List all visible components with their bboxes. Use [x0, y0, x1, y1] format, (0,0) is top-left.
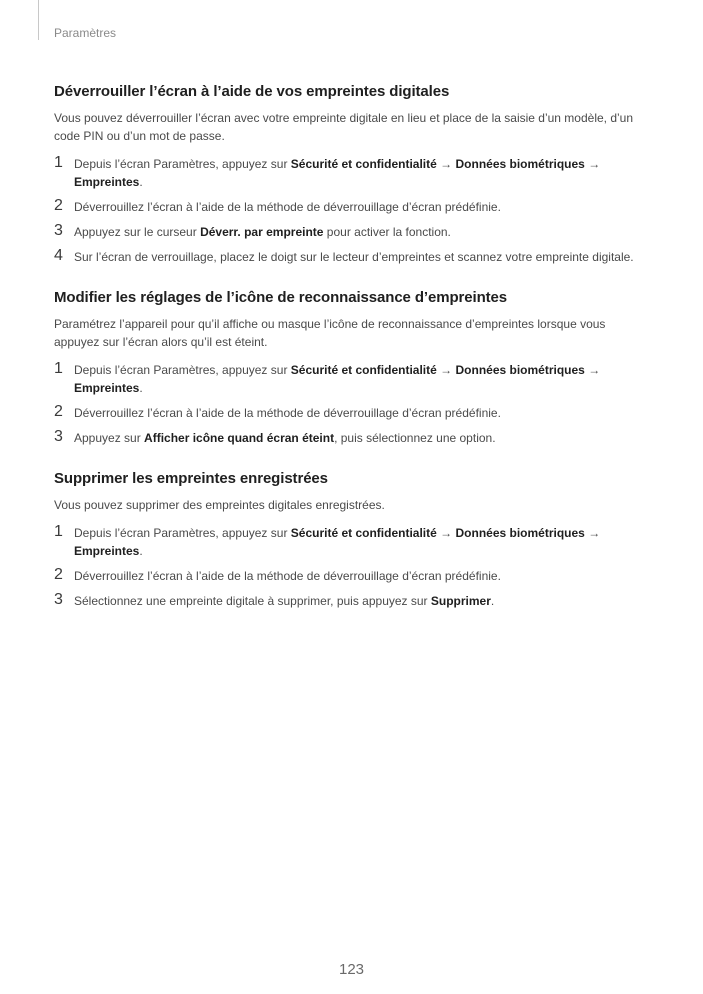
section-title: Supprimer les empreintes enregistrées: [54, 470, 328, 487]
step-number: 2: [54, 403, 63, 420]
step-number: 3: [54, 428, 63, 445]
section: [54, 82, 634, 266]
step-item: [54, 198, 634, 216]
menu-path-label: Données biométriques: [455, 157, 585, 171]
running-header: Paramètres: [54, 26, 117, 40]
menu-path-label: Sécurité et confidentialité: [290, 526, 437, 540]
step-item: [54, 592, 634, 610]
step-text: .: [139, 175, 143, 189]
menu-path-label: Empreintes: [74, 175, 140, 189]
step-number: 1: [54, 154, 63, 171]
step-list: [54, 155, 634, 266]
step-text: →: [436, 363, 456, 377]
section-intro: Vous pouvez déverrouiller l’écran avec votre empreinte digitale en lieu et place de la saisie d’un modèle, d’un code PIN ou d’un mot de passe.: [54, 111, 634, 143]
step-item: [54, 429, 634, 447]
menu-path-label: Afficher icône quand écran éteint: [144, 431, 335, 445]
step-number: 1: [54, 523, 63, 540]
step-text: , puis sélectionnez une option.: [334, 431, 496, 445]
menu-path-label: Données biométriques: [455, 363, 585, 377]
step-item: [54, 567, 634, 585]
section-intro: Vous pouvez supprimer des empreintes digitales enregistrées.: [54, 498, 385, 512]
header-divider: [38, 0, 39, 40]
step-item: [54, 248, 634, 266]
step-text: →: [436, 157, 456, 171]
step-text: .: [490, 594, 495, 608]
step-text: Déverrouillez l’écran à l’aide de la méthode de déverrouillage d’écran prédéfinie.: [74, 569, 501, 583]
step-number: 3: [54, 591, 63, 608]
step-text: .: [139, 381, 143, 395]
step-item: [54, 404, 634, 422]
step-text: Déverrouillez l’écran à l’aide de la méthode de déverrouillage d’écran prédéfinie.: [74, 200, 501, 214]
step-text: Déverrouillez l’écran à l’aide de la méthode de déverrouillage d’écran prédéfinie.: [74, 406, 501, 420]
step-text: Sélectionnez une empreinte digitale à supprimer, puis appuyez sur: [74, 594, 431, 608]
menu-path-label: Données biométriques: [455, 526, 585, 540]
menu-path-label: Empreintes: [74, 544, 140, 558]
step-number: 2: [54, 197, 63, 214]
menu-path-label: Déverr. par empreinte: [200, 225, 324, 239]
step-list: [54, 361, 634, 447]
step-text: pour activer la fonction.: [323, 225, 451, 239]
section-intro: Paramétrez l’appareil pour qu’il affiche ou masque l’icône de reconnaissance d’empreintes lorsque vous appuyez sur l’écran alors qu’il est éteint.: [54, 317, 606, 349]
section: [54, 288, 634, 447]
step-text: Sur l’écran de verrouillage, placez le doigt sur le lecteur d’empreintes et scannez votre empreinte digitale.: [74, 250, 634, 264]
step-text: Depuis l’écran Paramètres, appuyez sur: [74, 157, 291, 171]
step-text: →: [584, 157, 601, 171]
menu-path-label: Sécurité et confidentialité: [290, 363, 437, 377]
step-number: 2: [54, 566, 63, 583]
step-text: Depuis l’écran Paramètres, appuyez sur: [74, 526, 291, 540]
step-number: 3: [54, 222, 63, 239]
step-text: Appuyez sur le curseur: [74, 225, 201, 239]
step-text: Depuis l’écran Paramètres, appuyez sur: [74, 363, 291, 377]
step-text: .: [139, 544, 143, 558]
menu-path-label: Sécurité et confidentialité: [290, 157, 437, 171]
step-number: 4: [54, 247, 63, 264]
step-number: 1: [54, 360, 63, 377]
section: [54, 469, 634, 610]
step-item: [54, 524, 634, 560]
menu-path-label: Empreintes: [74, 381, 140, 395]
section-title: Modifier les réglages de l’icône de reconnaissance d’empreintes: [54, 289, 508, 306]
section-title: Déverrouiller l’écran à l’aide de vos empreintes digitales: [54, 83, 450, 100]
step-text: →: [436, 526, 456, 540]
step-item: [54, 361, 634, 397]
step-list: [54, 524, 634, 610]
step-item: [54, 223, 634, 241]
step-text: Appuyez sur: [74, 431, 145, 445]
step-text: →: [584, 363, 601, 377]
menu-path-label: Supprimer: [430, 594, 491, 608]
step-text: →: [584, 526, 601, 540]
page-body: [54, 82, 634, 632]
step-item: [54, 155, 634, 191]
page-number: 123: [338, 961, 365, 978]
